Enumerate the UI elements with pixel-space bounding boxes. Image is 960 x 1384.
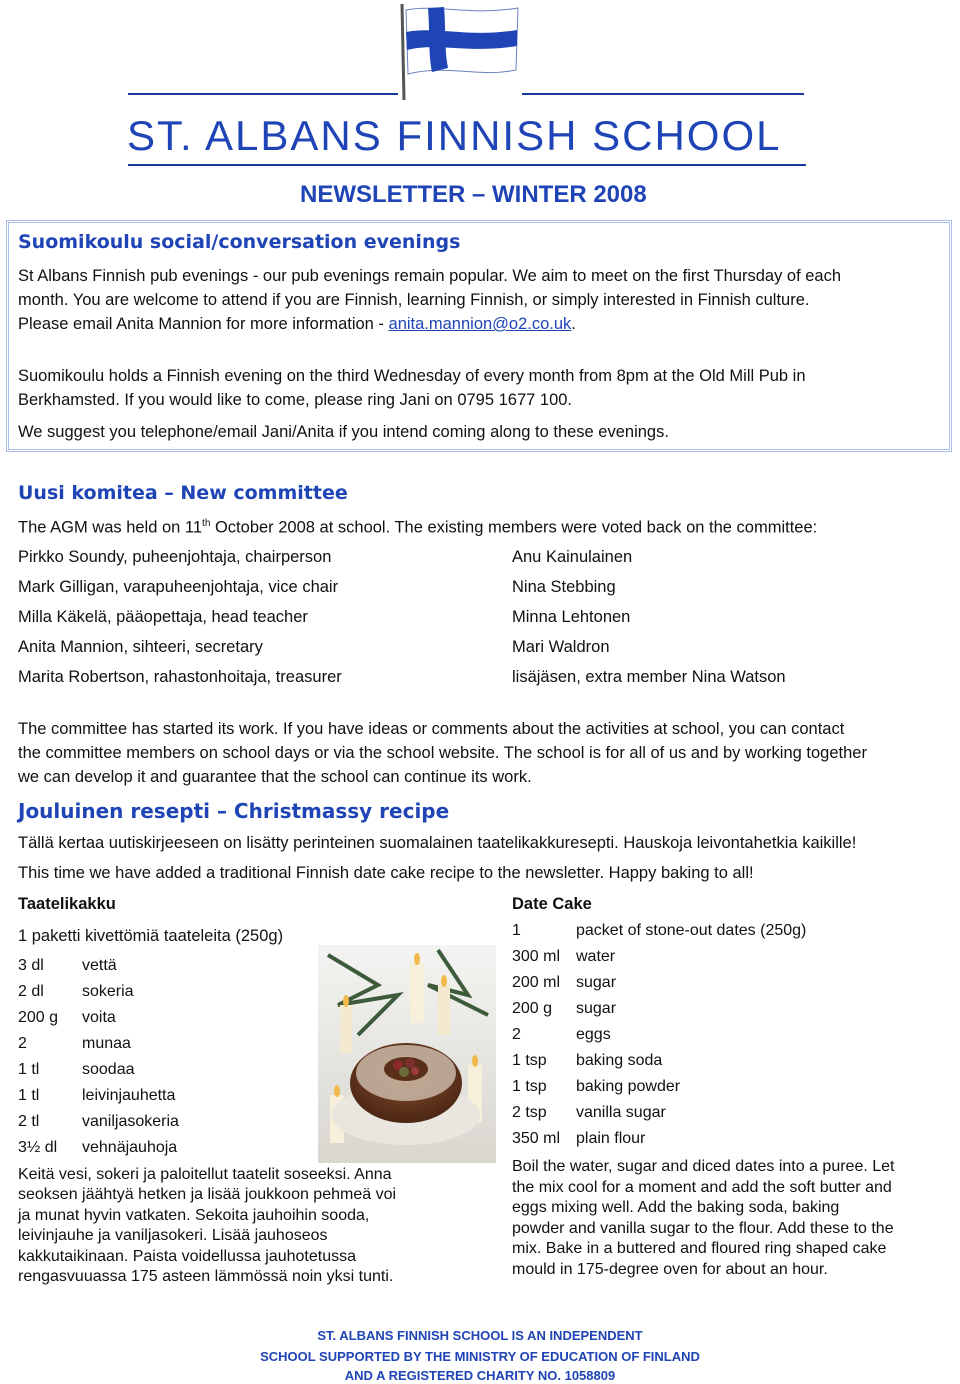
fi-item: vettä [82, 957, 117, 974]
recipe-intro-en: This time we have added a traditional Finnish date cake recipe to the newsletter. Happy baking to all! [18, 864, 754, 882]
recipe-en-title: Date Cake [512, 895, 592, 913]
fi-qty: 2 tl [18, 1113, 40, 1130]
fi-item: leivinjauhetta [82, 1087, 176, 1104]
en-qty: 2 tsp [512, 1104, 547, 1121]
committee-outro-line1: The committee has started its work. If you have ideas or comments about the activities at school, you can contact [18, 720, 845, 738]
committee-intro-sup: th [202, 518, 211, 529]
social-p1-line3-text: Please email Anita Mannion for more information - [18, 315, 389, 333]
social-heading: Suomikoulu social/conversation evenings [18, 231, 461, 253]
en-item: packet of stone-out dates (250g) [576, 922, 807, 939]
social-p1-line3 [18, 312, 841, 336]
header-rule-left-top [128, 93, 398, 95]
recipe-heading: Jouluinen resepti – Christmassy recipe [18, 799, 450, 823]
footer-line-2: SCHOOL SUPPORTED BY THE MINISTRY OF EDUCATION OF FINLAND [260, 1349, 700, 1364]
date-cake-photo [318, 945, 496, 1163]
fi-ingredient-4 [18, 1061, 135, 1079]
committee-right-0: Anu Kainulainen [512, 548, 633, 566]
en-item: sugar [576, 1000, 617, 1017]
en-item: baking powder [576, 1078, 681, 1095]
en-method-line: the mix cool for a moment and add the soft butter and [512, 1178, 892, 1196]
social-p1-line2: month. You are welcome to attend if you are Finnish, learning Finnish, or simply interested in Finnish culture. [18, 291, 810, 309]
en-method-line: mix. Bake in a buttered and floured ring shaped cake [512, 1240, 887, 1258]
fi-ingredient-5 [18, 1087, 175, 1105]
fi-qty: 3 dl [18, 957, 44, 974]
committee-right-4: lisäjäsen, extra member Nina Watson [512, 668, 786, 686]
fi-ingredient-7 [18, 1139, 177, 1157]
fi-method-line: leivinjauhe ja vaniljasokeri. Lisää jauhoseos [18, 1227, 328, 1245]
committee-outro-line3: we can develop it and guarantee that the school can continue its work. [18, 768, 532, 786]
fi-method [18, 1165, 396, 1287]
fi-qty: 200 g [18, 1009, 59, 1026]
en-ingredient-2 [512, 974, 616, 992]
fi-method-line: kakkutaikinaan. Paista voidellussa jauhotetussa [18, 1247, 356, 1265]
social-paragraph-3: We suggest you telephone/email Jani/Anita if you intend coming along to these evenings. [18, 423, 669, 441]
en-ingredient-1 [512, 948, 615, 966]
en-item: baking soda [576, 1052, 663, 1069]
recipe-fi-title: Taatelikakku [18, 895, 116, 913]
en-qty: 350 ml [512, 1130, 561, 1147]
en-qty: 200 g [512, 1000, 553, 1017]
header-rule-right-top [522, 93, 804, 95]
en-qty: 2 [512, 1026, 521, 1043]
en-ingredient-6 [512, 1078, 680, 1096]
fi-qty: 1 tl [18, 1061, 40, 1078]
en-method [512, 1157, 894, 1281]
en-item: vanilla sugar [576, 1104, 666, 1121]
social-paragraph-2 [18, 364, 806, 412]
en-method-line: mould in 175-degree oven for about an hour. [512, 1260, 828, 1278]
committee-left-3: Anita Mannion, sihteeri, secretary [18, 638, 263, 656]
fi-qty: 1 tl [18, 1087, 40, 1104]
en-ingredient-4 [512, 1026, 611, 1044]
social-p2-line1: Suomikoulu holds a Finnish evening on the third Wednesday of every month from 8pm at the Old Mill Pub in [18, 367, 806, 385]
finnish-flag-image [398, 2, 522, 100]
en-qty: 1 tsp [512, 1078, 547, 1095]
fi-ingredient-0 [18, 957, 117, 975]
social-p1-line1: St Albans Finnish pub evenings - our pub evenings remain popular. We aim to meet on the first Thursday of each [18, 267, 842, 285]
fi-qty: 2 dl [18, 983, 44, 1000]
committee-intro-pre: The AGM was held on 11 [18, 518, 203, 537]
committee-intro-post: October 2008 at school. The existing members were voted back on the committee: [210, 518, 818, 537]
fi-method-line: ja munat hyvin vatkaten. Sekoita jauhoihin sooda, [18, 1206, 370, 1224]
school-title: ST. ALBANS FINNISH SCHOOL [127, 112, 782, 159]
header-rule-bottom [128, 164, 806, 166]
committee-heading: Uusi komitea – New committee [18, 482, 348, 504]
fi-ingredient-1 [18, 983, 134, 1001]
en-qty: 1 tsp [512, 1052, 547, 1069]
committee-right-2: Minna Lehtonen [512, 608, 631, 626]
fi-item: sokeria [82, 983, 134, 1000]
committee-outro [18, 717, 867, 789]
fi-qty: 3½ dl [18, 1139, 58, 1156]
recipe-intro-fi: Tällä kertaa uutiskirjeeseen on lisätty perinteinen suomalainen taatelikakkuresepti. Hauskoja leivontahetkia kaikille! [18, 834, 857, 852]
en-item: eggs [576, 1026, 611, 1043]
committee-left-1: Mark Gilligan, varapuheenjohtaja, vice chair [18, 578, 339, 596]
footer-line-3: AND A REGISTERED CHARITY NO. 1058809 [344, 1368, 616, 1383]
committee-left-4: Marita Robertson, rahastonhoitaja, treasurer [18, 668, 342, 686]
fi-qty: 2 [18, 1035, 27, 1052]
committee-intro [18, 518, 817, 538]
fi-method-line: rengasvuuassa 175 asteen lämmössä noin yksi tunti. [18, 1268, 394, 1286]
en-ingredient-0 [512, 922, 806, 940]
social-evenings-box [6, 220, 952, 452]
fi-item: soodaa [82, 1061, 135, 1078]
en-item: plain flour [576, 1130, 646, 1147]
fi-ingredient-2 [18, 1009, 116, 1027]
footer-line-1: ST. ALBANS FINNISH SCHOOL IS AN INDEPENDENT [317, 1328, 643, 1343]
en-ingredient-8 [512, 1130, 645, 1148]
committee-right-3: Mari Waldron [512, 638, 610, 656]
committee-left-2: Milla Käkelä, pääopettaja, head teacher [18, 608, 308, 626]
en-ingredient-7 [512, 1104, 666, 1122]
committee-right-1: Nina Stebbing [512, 578, 616, 596]
en-method-line: eggs mixing well. Add the baking soda, baking [512, 1199, 840, 1217]
fi-ingredient-6 [18, 1113, 179, 1131]
en-qty: 300 ml [512, 948, 561, 965]
anita-email-link[interactable]: anita.mannion@o2.co.uk [388, 315, 572, 333]
en-qty: 1 [512, 922, 521, 939]
committee-left-0: Pirkko Soundy, puheenjohtaja, chairperson [18, 548, 332, 566]
en-ingredient-5 [512, 1052, 662, 1070]
recipe-fi-first: 1 paketti kivettömiä taateleita (250g) [18, 927, 284, 945]
social-p1-period: . [571, 315, 576, 333]
en-method-line: powder and vanilla sugar to the flour. Add these to the [512, 1219, 894, 1237]
en-item: sugar [576, 974, 617, 991]
social-paragraph-1 [18, 264, 841, 336]
fi-method-line: Keitä vesi, sokeri ja paloitellut taatelit soseeksi. Anna [18, 1166, 392, 1183]
en-ingredient-3 [512, 1000, 616, 1018]
committee-outro-line2: the committee members on school days or via the school website. The school is for all of us and by working together [18, 744, 867, 762]
fi-ingredient-3 [18, 1035, 131, 1053]
fi-item: munaa [82, 1035, 131, 1052]
en-item: water [576, 948, 616, 965]
fi-method-line: seoksen jäähtyä hetken ja lisää joukkoon pehmeä voi [18, 1186, 397, 1204]
en-method-line: Boil the water, sugar and diced dates into a puree. Let [512, 1158, 895, 1175]
fi-item: vaniljasokeria [82, 1113, 179, 1130]
en-qty: 200 ml [512, 974, 561, 991]
social-p2-line2: Berkhamsted. If you would like to come, please ring Jani on 0795 1677 100. [18, 391, 573, 409]
fi-item: vehnäjauhoja [82, 1139, 178, 1156]
fi-item: voita [82, 1009, 116, 1026]
newsletter-title: NEWSLETTER – WINTER 2008 [300, 181, 647, 208]
